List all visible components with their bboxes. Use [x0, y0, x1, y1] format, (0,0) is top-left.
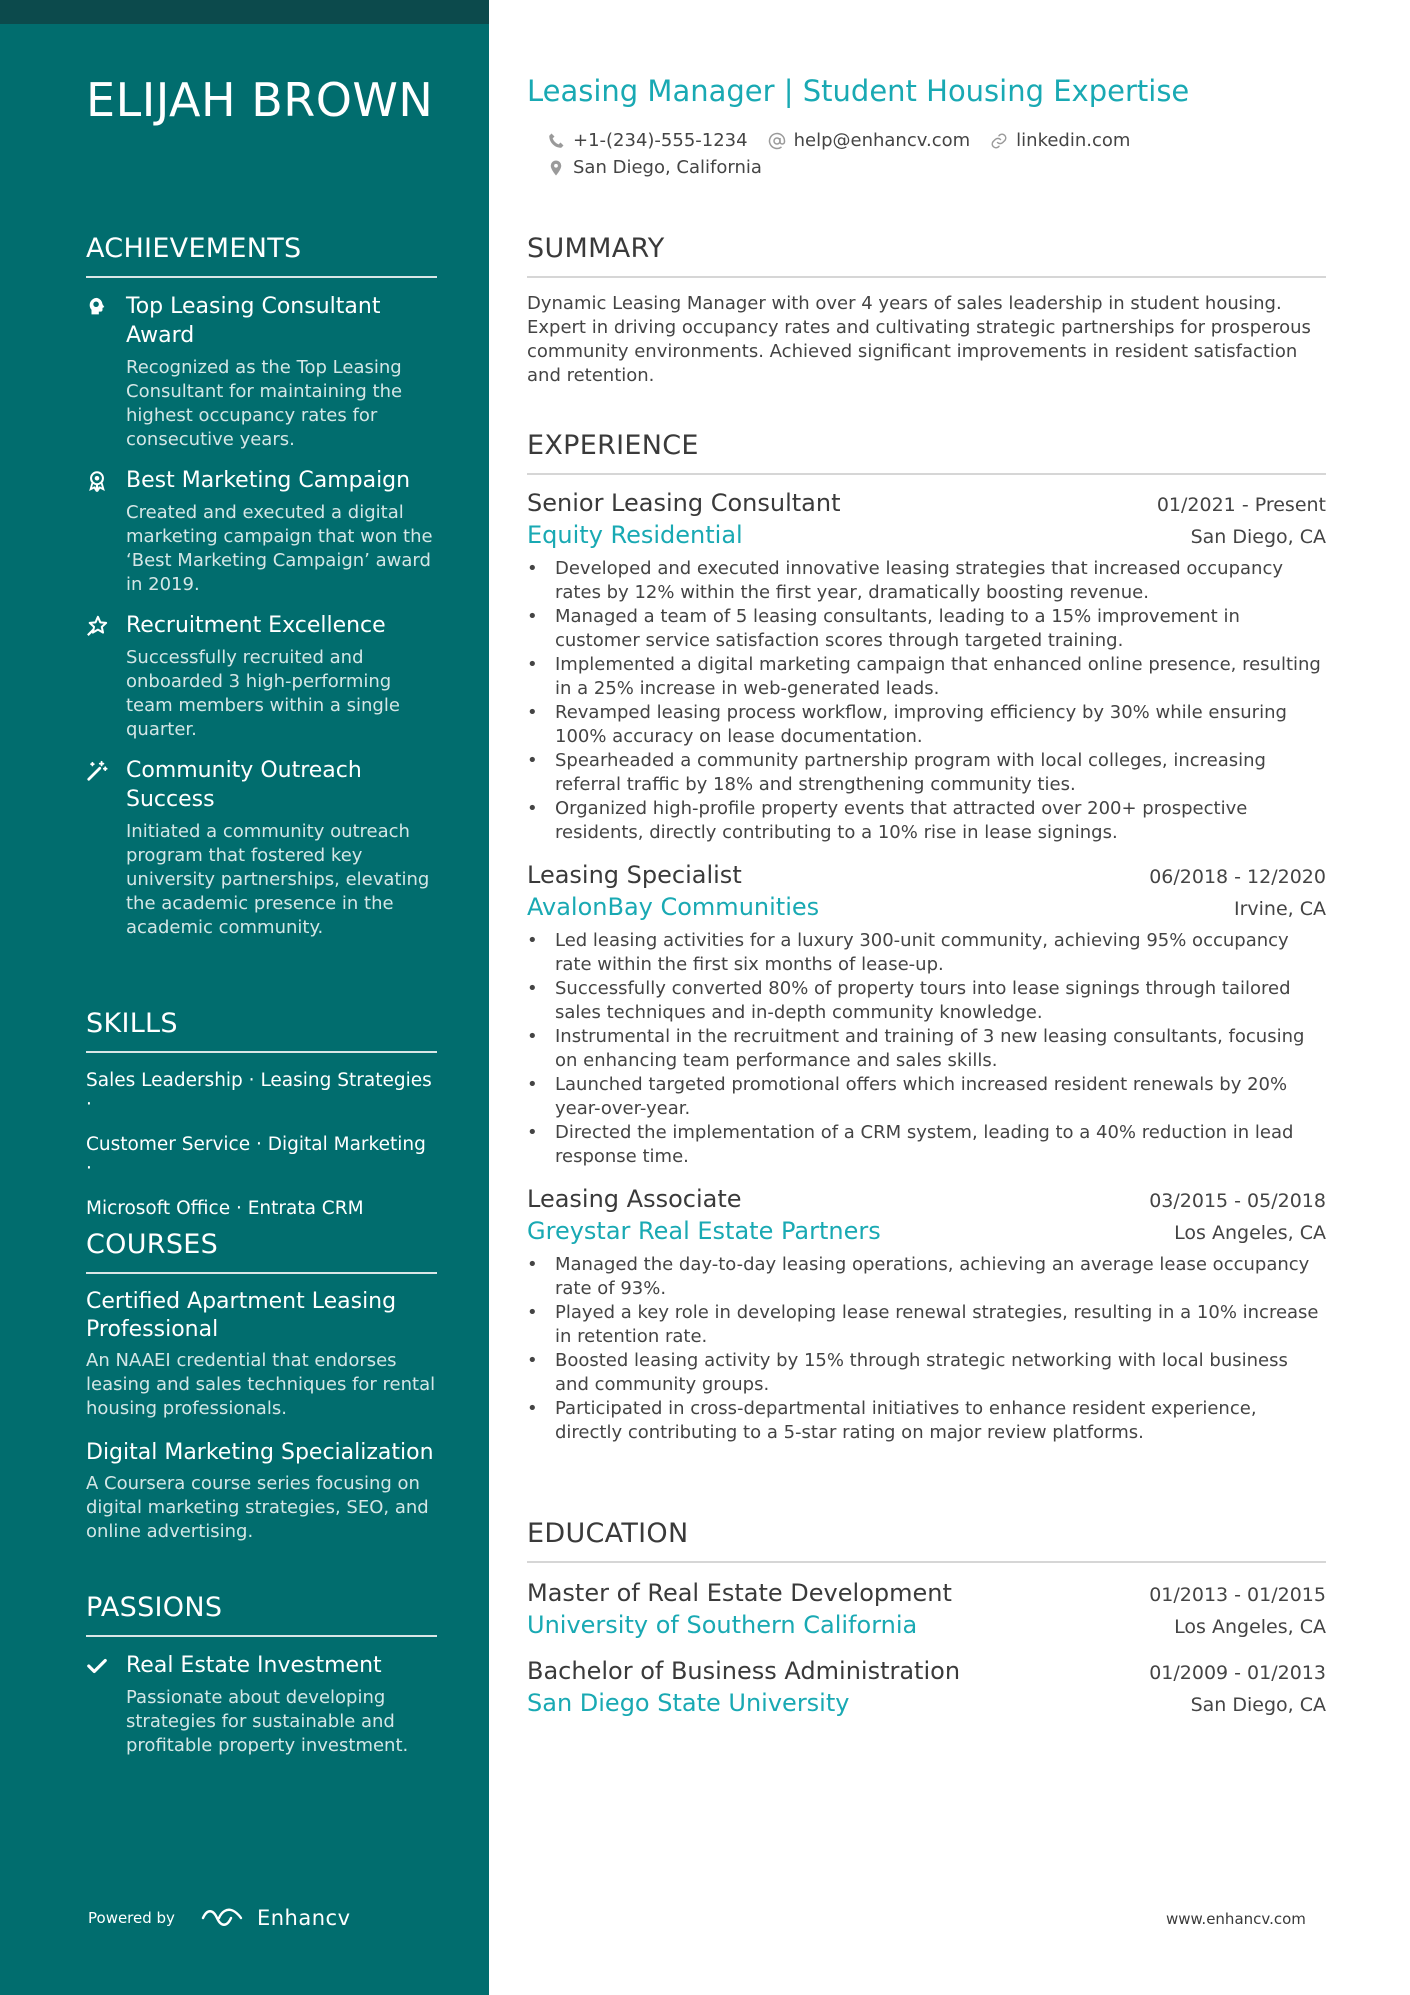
job-location: Irvine, CA	[1233, 898, 1326, 920]
degree-title: Bachelor of Business Administration	[527, 1657, 961, 1685]
job-bullet: • Instrumental in the recruitment and training of 3 new leasing consultants, focusing on enhancing team performance and sales skills.	[527, 1025, 1326, 1073]
skills-section	[86, 1008, 437, 1221]
school-location: San Diego, CA	[1190, 1694, 1326, 1716]
school-name: San Diego State University	[527, 1689, 850, 1717]
school-location: Los Angeles, CA	[1174, 1616, 1326, 1638]
phone-icon	[547, 132, 565, 150]
skills-line: Microsoft Office · Entrata CRM	[86, 1198, 364, 1219]
job-location: San Diego, CA	[1190, 526, 1326, 548]
candidate-name: ELIJAH BROWN	[86, 73, 434, 127]
education-dates: 01/2009 - 01/2013	[1149, 1662, 1326, 1684]
job-bullet: • Launched targeted promotional offers which increased resident renewals by 20% year-over-year.	[527, 1073, 1326, 1121]
job-bullet: • Developed and executed innovative leasing strategies that increased occupancy rates by 12% within the first year, dramatically boosting revenue.	[527, 557, 1326, 605]
job-company: AvalonBay Communities	[527, 893, 820, 921]
achievements-section	[86, 233, 437, 940]
contact-phone[interactable]	[547, 127, 748, 154]
job-bullet: • Revamped leasing process workflow, improving efficiency by 30% while ensuring 100% accuracy on lease documentation.	[527, 701, 1326, 749]
education-entry	[527, 1577, 1326, 1641]
achievement-desc: Successfully recruited and onboarded 3 high-performing team members within a single quarter.	[126, 647, 400, 740]
summary-text: Dynamic Leasing Manager with over 4 years of sales leadership in student housing. Expert in driving occupancy rates and cultivating strategic partnerships for prosperous community environments. Achieved significant improvements in resident satisfaction and retention.	[527, 293, 1311, 386]
job-bullet: • Boosted leasing activity by 15% through strategic networking with local business and community groups.	[527, 1349, 1326, 1397]
at-sign-icon	[768, 132, 786, 150]
footer-url[interactable]: www.enhancv.com	[1166, 1910, 1306, 1928]
job-bullets	[527, 929, 1326, 1169]
achievement-item	[86, 292, 437, 452]
course-desc: An NAAEI credential that endorses leasing and sales techniques for rental housing professionals.	[86, 1350, 436, 1419]
summary-heading: SUMMARY	[527, 233, 1326, 278]
job-bullet: • Spearheaded a community partnership program with local colleges, increasing referral traffic by 18% and strengthening community ties.	[527, 749, 1326, 797]
achievement-item	[86, 756, 437, 940]
powered-by	[88, 1906, 351, 1930]
achievement-title: Best Marketing Campaign	[126, 468, 411, 493]
job-company: Equity Residential	[527, 521, 743, 549]
education-dates: 01/2013 - 01/2015	[1149, 1584, 1326, 1606]
email-text: help@enhancv.com	[793, 130, 971, 151]
job-bullet: • Successfully converted 80% of property tours into lease signings through tailored sales techniques and in-depth community knowledge.	[527, 977, 1326, 1025]
course-title: Certified Apartment Leasing Professional	[86, 1289, 397, 1342]
job-title: Leasing Associate	[527, 1185, 742, 1213]
experience-heading: EXPERIENCE	[527, 430, 1326, 475]
achievement-title: Top Leasing Consultant Award	[126, 294, 381, 348]
passion-desc: Passionate about developing strategies for sustainable and profitable property investment.	[126, 1687, 409, 1756]
job-dates: 06/2018 - 12/2020	[1149, 866, 1326, 888]
courses-section	[86, 1229, 437, 1544]
enhancv-logo-icon	[199, 1906, 247, 1930]
achievement-title: Community Outreach Success	[126, 758, 362, 812]
skills-heading: SKILLS	[86, 1008, 437, 1053]
passion-item	[86, 1651, 437, 1758]
job-bullet: • Implemented a digital marketing campaign that enhanced online presence, resulting in a 25% increase in web-generated leads.	[527, 653, 1326, 701]
skills-line: Customer Service · Digital Marketing ·	[86, 1134, 426, 1179]
course-desc: A Coursera course series focusing on digital marketing strategies, SEO, and online advertising.	[86, 1473, 429, 1542]
course-item	[86, 1288, 437, 1421]
powered-by-label: Powered by	[88, 1909, 175, 1927]
headline: Leasing Manager | Student Housing Expertise	[527, 74, 1190, 108]
contact-info	[547, 127, 1327, 181]
location-pin-icon	[547, 159, 565, 177]
medal-icon	[86, 470, 108, 492]
job-bullet: • Directed the implementation of a CRM system, leading to a 40% reduction in lead response time.	[527, 1121, 1326, 1169]
enhancv-logo[interactable]	[199, 1906, 351, 1930]
star-hand-icon	[86, 615, 108, 637]
job-bullet: • Led leasing activities for a luxury 300-unit community, achieving 95% occupancy rate within the first six months of lease-up.	[527, 929, 1326, 977]
achievements-heading: ACHIEVEMENTS	[86, 233, 437, 278]
job-bullet: • Played a key role in developing lease renewal strategies, resulting in a 10% increase in retention rate.	[527, 1301, 1326, 1349]
education-section	[527, 1518, 1326, 1719]
link-icon	[990, 132, 1008, 150]
course-item	[86, 1439, 437, 1544]
contact-website[interactable]	[990, 127, 1130, 154]
achievement-desc: Initiated a community outreach program that fostered key university partnerships, elevating the academic presence in the academic community.	[126, 821, 430, 938]
degree-title: Master of Real Estate Development	[527, 1579, 952, 1607]
location-text: San Diego, California	[573, 157, 762, 178]
phone-text: +1-(234)-555-1234	[573, 130, 748, 151]
job-bullet: • Organized high-profile property events that attracted over 200+ prospective residents, directly contributing to a 10% rise in lease signings.	[527, 797, 1326, 845]
magic-wand-icon	[86, 760, 108, 782]
checkmark-icon	[86, 1655, 108, 1677]
courses-heading: COURSES	[86, 1229, 437, 1274]
experience-section	[527, 430, 1326, 1445]
job-bullets	[527, 557, 1326, 845]
passions-section	[86, 1592, 437, 1758]
summary-section	[527, 233, 1326, 388]
sidebar-top-bar	[0, 0, 489, 24]
job-bullet: • Managed a team of 5 leasing consultants, leading to a 15% improvement in customer service satisfaction scores through targeted training.	[527, 605, 1326, 653]
job-company: Greystar Real Estate Partners	[527, 1217, 881, 1245]
job-title: Leasing Specialist	[527, 861, 742, 889]
education-heading: EDUCATION	[527, 1518, 1326, 1563]
job-entry	[527, 1183, 1326, 1445]
school-name: University of Southern California	[527, 1611, 918, 1639]
achievement-desc: Created and executed a digital marketing campaign that won the ‘Best Marketing Campaign’ award in 2019.	[126, 502, 433, 595]
job-title: Senior Leasing Consultant	[527, 489, 841, 517]
education-entry	[527, 1655, 1326, 1719]
lightbulb-head-icon	[86, 296, 108, 318]
job-bullet: • Managed the day-to-day leasing operations, achieving an average lease occupancy rate of 93%.	[527, 1253, 1326, 1301]
job-dates: 03/2015 - 05/2018	[1149, 1190, 1326, 1212]
website-text: linkedin.com	[1016, 130, 1131, 151]
sidebar	[0, 0, 489, 1995]
job-bullet: • Participated in cross-departmental initiatives to enhance resident experience, directly contributing to a 5-star rating on major review platforms.	[527, 1397, 1326, 1445]
job-location: Los Angeles, CA	[1174, 1222, 1326, 1244]
achievement-item	[86, 611, 437, 742]
job-entry	[527, 859, 1326, 1169]
contact-location	[547, 154, 762, 181]
achievement-desc: Recognized as the Top Leasing Consultant for maintaining the highest occupancy rates for consecutive years.	[126, 357, 403, 450]
achievement-item	[86, 466, 437, 597]
enhancv-logo-text: Enhancv	[256, 1906, 351, 1930]
job-bullets	[527, 1253, 1326, 1445]
job-dates: 01/2021 - Present	[1156, 494, 1326, 516]
achievement-title: Recruitment Excellence	[126, 613, 386, 638]
course-title: Digital Marketing Specialization	[86, 1440, 434, 1465]
contact-email[interactable]	[768, 127, 971, 154]
job-entry	[527, 487, 1326, 845]
passion-title: Real Estate Investment	[126, 1653, 382, 1678]
skills-line: Sales Leadership · Leasing Strategies ·	[86, 1070, 432, 1115]
passions-heading: PASSIONS	[86, 1592, 437, 1637]
